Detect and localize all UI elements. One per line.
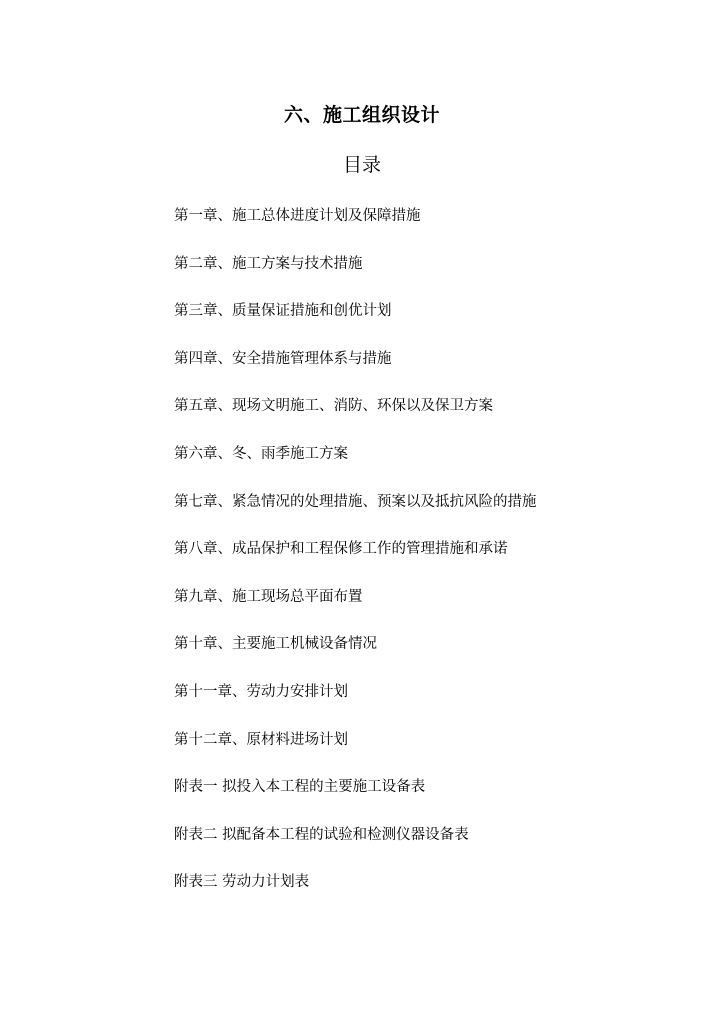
toc-item-12: 第十二章、原材料进场计划 — [174, 731, 348, 748]
toc-item-4: 第四章、安全措施管理体系与措施 — [174, 350, 392, 367]
toc-appendix-3: 附表三 劳动力计划表 — [174, 874, 310, 891]
toc-item-1: 第一章、施工总体进度计划及保障措施 — [174, 208, 421, 224]
toc-item-6: 第六章、冬、雨季施工方案 — [174, 445, 348, 462]
toc-item-9: 第九章、施工现场总平面布置 — [174, 588, 363, 605]
toc-item-2: 第二章、施工方案与技术措施 — [174, 255, 363, 272]
toc-list — [174, 204, 694, 918]
toc-appendix-2: 附表二 拟配备本工程的试验和检测仪器设备表 — [174, 826, 469, 843]
toc-item-3: 第三章、质量保证措施和创优计划 — [174, 303, 392, 320]
toc-heading: 目录 — [342, 154, 381, 176]
toc-item-8: 第八章、成品保护和工程保修工作的管理措施和承诺 — [174, 541, 508, 558]
page-title: 六、施工组织设计 — [283, 104, 440, 126]
toc-item-5: 第五章、现场文明施工、消防、环保以及保卫方案 — [174, 398, 493, 415]
toc-item-7: 第七章、紧急情况的处理措施、预案以及抵抗风险的措施 — [174, 493, 537, 510]
toc-item-10: 第十章、主要施工机械设备情况 — [174, 636, 377, 653]
toc-item-11: 第十一章、劳动力安排计划 — [174, 683, 348, 700]
toc-appendix-1: 附表一 拟投入本工程的主要施工设备表 — [174, 779, 426, 796]
